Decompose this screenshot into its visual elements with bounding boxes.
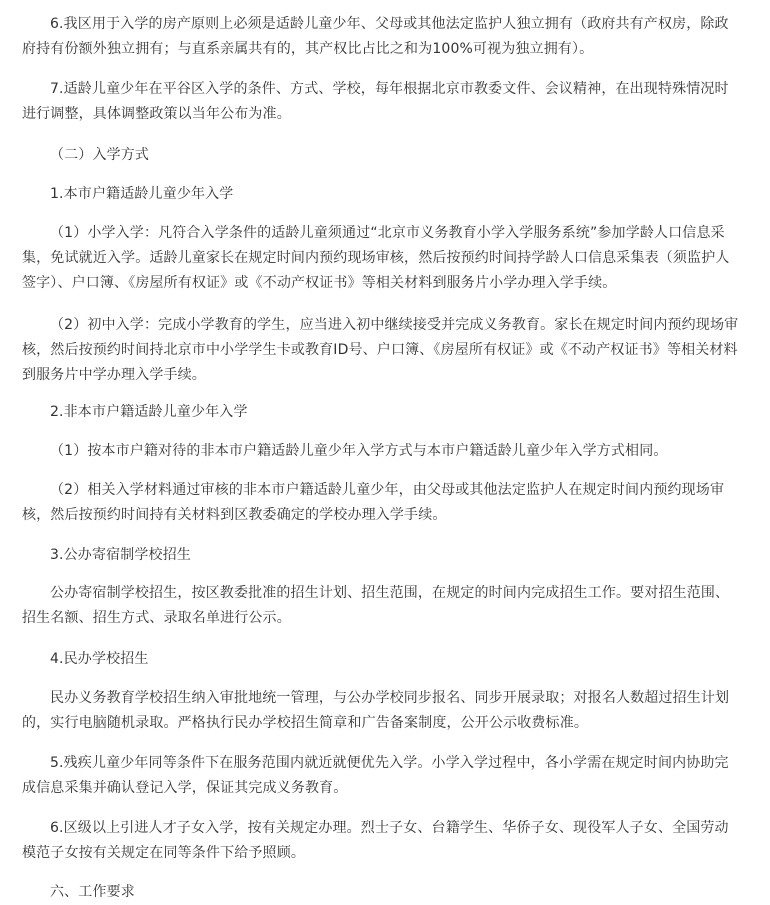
paragraph-boarding-school: 公办寄宿制学校招生，按区教委批准的招生计划、招生范围，在规定的时间内完成招生工作。要对招生范围、招生名额、招生方式、录取名单进行公示。 bbox=[22, 585, 730, 626]
paragraph-private-school: 民办义务教育学校招生纳入审批地统一管理，与公办学校同步报名、同步开展录取；对报名人数超过招生计划的，实行电脑随机录取。严格执行民办学校招生简章和广告备案制度，公开公示收费标准。 bbox=[22, 690, 730, 731]
section-heading-enrollment-method: （二）入学方式 bbox=[50, 147, 150, 163]
paragraph-talent-children: 6.区级以上引进人才子女入学，按有关规定办理。烈士子女、台籍学生、华侨子女、现役军人子女、全国劳动模范子女按有关规定在同等条件下给予照顾。 bbox=[22, 820, 729, 861]
paragraph-nonlocal-same: （1）按本市户籍对待的非本市户籍适龄儿童少年入学方式与本市户籍适龄儿童少年入学方式相同。 bbox=[50, 443, 668, 459]
section-heading-work-requirements: 六、工作要求 bbox=[50, 884, 135, 900]
subheading-local-hukou: 1.本市户籍适龄儿童少年入学 bbox=[50, 186, 234, 202]
paragraph-junior-enrollment: （2）初中入学：完成小学教育的学生，应当进入初中继续接受并完成义务教育。家长在规定时间内预约现场审核，然后按预约时间持北京市中小学学生卡或教育ID号、户口簿、《房屋所有权证》或《不动产权证书》等相关材料到服务片中学办理入学手续。 bbox=[22, 317, 739, 383]
subheading-nonlocal-hukou: 2.非本市户籍适龄儿童少年入学 bbox=[50, 404, 248, 420]
paragraph-primary-enrollment: （1）小学入学：凡符合入学条件的适龄儿童须通过“北京市义务教育小学入学服务系统”参加学龄人口信息采集，免试就近入学。适龄儿童家长在规定时间内预约现场审核，然后按预约时间持学龄人口信息采集表（须监护人签字）、户口簿、《房屋所有权证》或《不动产权证书》等相关材料到服务片小学办理入学手续。 bbox=[22, 225, 730, 291]
subheading-boarding-school: 3.公办寄宿制学校招生 bbox=[50, 547, 192, 563]
paragraph-nonlocal-review: （2）相关入学材料通过审核的非本市户籍适龄儿童少年，由父母或其他法定监护人在规定时间内预约现场审核，然后按预约时间持有关材料到区教委确定的学校办理入学手续。 bbox=[22, 482, 725, 523]
paragraph-policy-adjustment: 7.适龄儿童少年在平谷区入学的条件、方式、学校，每年根据北京市教委文件、会议精神，在出现特殊情况时进行调整，具体调整政策以当年公布为准。 bbox=[22, 81, 729, 122]
paragraph-disabled-children: 5.残疾儿童少年同等条件下在服务范围内就近就便优先入学。小学入学过程中，各小学需在规定时间内协助完成信息采集并确认登记入学，保证其完成义务教育。 bbox=[22, 755, 729, 796]
paragraph-property-ownership: 6.我区用于入学的房产原则上必须是适龄儿童少年、父母或其他法定监护人独立拥有（政府共有产权房，除政府持有份额外独立拥有；与直系亲属共有的，其产权比占比之和为100%可视为独立拥有）。 bbox=[22, 16, 729, 57]
subheading-private-school: 4.民办学校招生 bbox=[50, 651, 149, 667]
